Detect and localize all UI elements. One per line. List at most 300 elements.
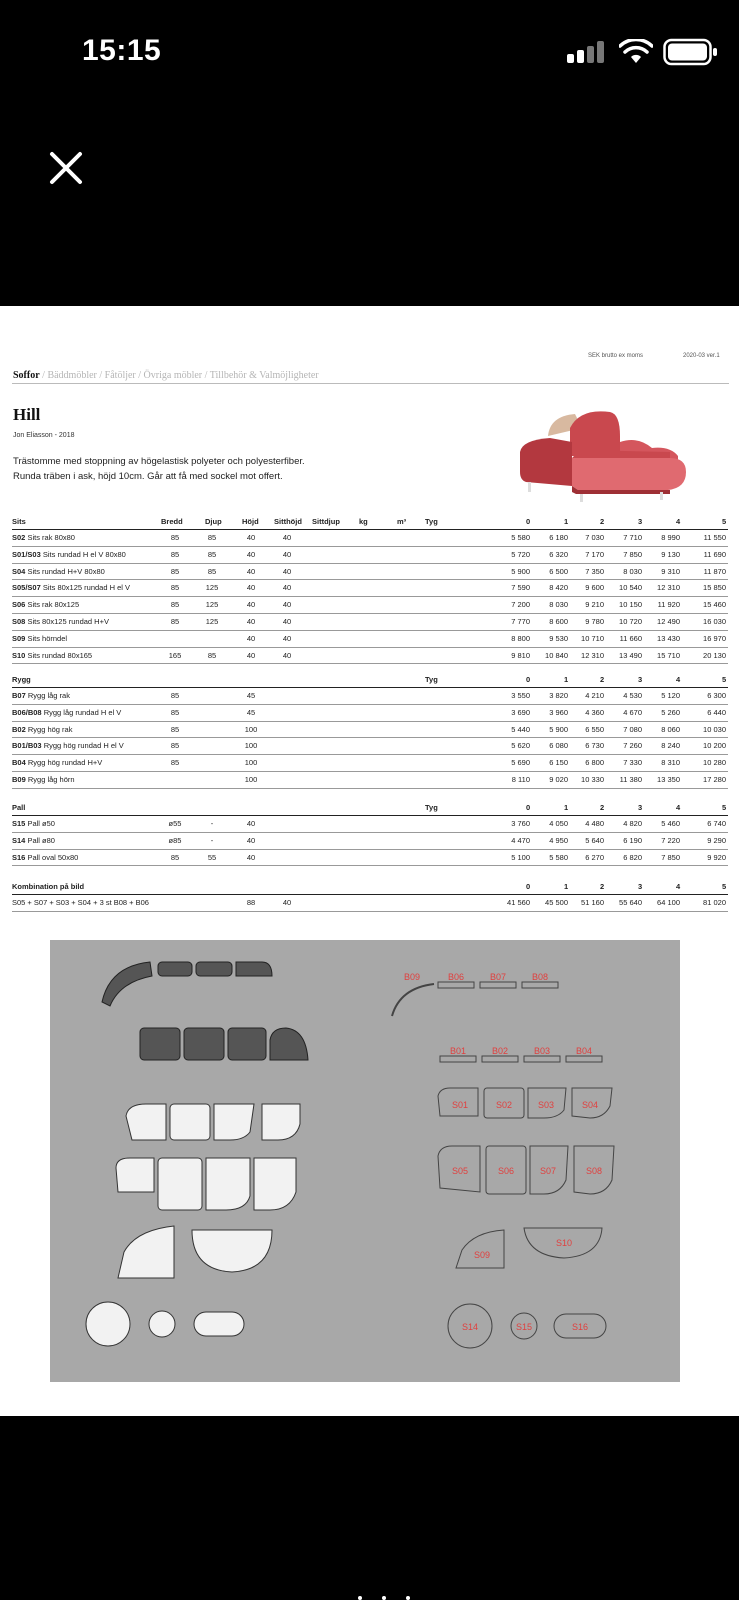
status-icons [565, 38, 719, 66]
hojd-cell: 40 [246, 633, 256, 643]
row-label [12, 725, 72, 734]
column-header: Pall [12, 803, 26, 812]
row-code: S06 [12, 600, 26, 610]
price-cell: 7 350 [585, 566, 604, 576]
price-cell: 3 960 [549, 707, 568, 717]
row-name: Pall oval 50x80 [27, 852, 79, 862]
sitthojd-cell: 40 [282, 566, 292, 576]
row-label [12, 600, 79, 609]
price-cell: 5 900 [549, 724, 568, 734]
signal-icon [565, 40, 609, 64]
row-code: S15 [12, 819, 26, 828]
price-cell: 6 800 [585, 758, 604, 768]
sitthojd-cell: 40 [282, 549, 292, 559]
module-diagram-svg [50, 940, 680, 1382]
table-row [12, 631, 728, 648]
row-label [12, 819, 55, 828]
sitthojd-cell: 40 [282, 633, 292, 643]
bredd-cell: 85 [170, 741, 180, 751]
price-cell: 11 380 [619, 774, 642, 784]
price-cell: 5 460 [661, 819, 680, 828]
price-cell: 15 460 [703, 600, 726, 610]
price-cell: 9 600 [585, 583, 604, 593]
label-s15: S15 [515, 1322, 533, 1332]
price-cell: 3 690 [511, 707, 530, 717]
column-header: 0 [526, 803, 531, 812]
column-header: Rygg [12, 675, 31, 684]
column-header: Sittdjup [312, 517, 340, 526]
price-cell: 9 920 [707, 852, 726, 862]
row-name: Sits hörndel [27, 633, 68, 643]
bredd-cell: 85 [170, 566, 180, 576]
price-cell: 7 770 [511, 616, 530, 626]
price-cell: 10 030 [703, 724, 726, 734]
row-label [12, 758, 102, 767]
column-header: 4 [676, 803, 681, 812]
row-name: Pall ø80 [27, 835, 55, 845]
price-cell: 7 200 [511, 600, 530, 610]
price-cell: 45 500 [545, 898, 568, 907]
close-button[interactable] [46, 148, 86, 188]
column-header: Kombination på bild [12, 882, 85, 891]
battery-icon [663, 38, 719, 66]
price-cell: 16 970 [703, 633, 726, 643]
price-cell: 8 420 [549, 583, 568, 593]
price-cell: 5 120 [661, 691, 680, 700]
djup-cell: 85 [207, 549, 217, 559]
row-code: S08 [12, 616, 26, 626]
row-code: S05/S07 [12, 583, 41, 593]
price-cell: 5 720 [511, 549, 530, 559]
price-cell: 10 150 [619, 600, 642, 610]
price-cell: 9 130 [661, 549, 680, 559]
hojd-cell: 40 [246, 852, 256, 862]
breadcrumb-rest: / Bäddmöbler / Fåtöljer / Övriga möbler / Tillbehör & Valmöjligheter [39, 370, 319, 381]
price-cell: 9 210 [585, 600, 604, 610]
price-cell: 5 580 [511, 533, 530, 542]
column-header: 0 [526, 675, 531, 684]
label-b08: B08 [531, 972, 549, 982]
price-cell: 41 560 [507, 898, 530, 907]
djup-cell: 85 [207, 533, 217, 542]
price-cell: 6 270 [585, 852, 604, 862]
row-name: Pall ø50 [27, 819, 55, 828]
price-cell: 6 550 [585, 724, 604, 734]
price-cell: 5 580 [549, 852, 568, 862]
table-row [12, 705, 728, 722]
price-cell: 3 820 [549, 691, 568, 700]
row-name: Rygg låg rak [27, 691, 70, 700]
table-row [12, 772, 728, 789]
row-label [12, 634, 67, 643]
hojd-cell: 40 [246, 583, 256, 593]
column-header: 3 [638, 517, 643, 526]
sitthojd-cell: 40 [282, 583, 292, 593]
price-cell: 8 030 [623, 566, 642, 576]
column-header: 3 [638, 675, 643, 684]
row-code: B09 [12, 774, 26, 784]
price-cell: 5 900 [511, 566, 530, 576]
label-s04: S04 [581, 1100, 599, 1110]
price-cell: 6 320 [549, 549, 568, 559]
table-row [12, 895, 728, 912]
djup-cell: 55 [207, 852, 217, 862]
djup-cell: 125 [205, 600, 219, 610]
price-cell: 5 100 [511, 852, 530, 862]
label-s09: S09 [473, 1250, 491, 1260]
label-s07: S07 [539, 1166, 557, 1176]
row-code: S10 [12, 650, 26, 660]
label-s06: S06 [497, 1166, 515, 1176]
column-header: 1 [564, 675, 569, 684]
price-cell: 11 660 [619, 633, 642, 643]
djup-cell: - [210, 819, 214, 828]
price-cell: 7 080 [623, 724, 642, 734]
row-code: S16 [12, 852, 26, 862]
table-row [12, 738, 728, 755]
price-cell: 6 500 [549, 566, 568, 576]
price-cell: 11 920 [657, 600, 680, 610]
hojd-cell: 40 [246, 549, 256, 559]
table-row [12, 580, 728, 597]
column-header: Tyg [425, 675, 438, 684]
price-cell: 5 640 [585, 835, 604, 845]
table-row [12, 816, 728, 833]
price-cell: 7 330 [623, 758, 642, 768]
sitthojd-cell: 40 [282, 600, 292, 610]
row-code: B06/B08 [12, 707, 42, 717]
row-code: B04 [12, 758, 26, 768]
row-code: S04 [12, 566, 26, 576]
price-cell: 7 590 [511, 583, 530, 593]
hojd-cell: 45 [246, 691, 256, 700]
label-b02: B02 [491, 1046, 509, 1056]
hojd-cell: 100 [244, 774, 258, 784]
column-header: Tyg [425, 517, 438, 526]
table-row [12, 614, 728, 631]
breadcrumb [13, 370, 319, 381]
table-row [12, 597, 728, 614]
column-header: Tyg [425, 803, 438, 812]
sofa-image [520, 406, 692, 506]
close-icon [46, 148, 86, 188]
price-cell: 9 780 [585, 616, 604, 626]
price-cell: 17 280 [703, 774, 726, 784]
label-b09: B09 [403, 972, 421, 982]
hojd-cell: 40 [246, 616, 256, 626]
column-header: Sitthöjd [274, 517, 302, 526]
row-label [12, 836, 55, 845]
djup-cell: 85 [207, 566, 217, 576]
price-cell: 5 260 [661, 707, 680, 717]
row-label [12, 853, 78, 862]
price-cell: 4 050 [549, 819, 568, 828]
label-b03: B03 [533, 1046, 551, 1056]
row-name: Sits rak 80x125 [27, 600, 80, 610]
bredd-cell: 85 [170, 533, 180, 542]
hojd-cell: 45 [246, 707, 256, 717]
price-cell: 16 030 [703, 616, 726, 626]
table-row [12, 564, 728, 581]
column-header: 5 [722, 517, 727, 526]
table-row [12, 547, 728, 564]
table-row [12, 722, 728, 739]
row-code: S14 [12, 835, 26, 845]
price-cell: 13 490 [619, 650, 642, 660]
description-line-2: Runda träben i ask, höjd 10cm. Går att få med sockel mot offert. [13, 471, 283, 482]
price-cell: 6 440 [707, 707, 726, 717]
price-cell: 4 360 [585, 707, 604, 717]
row-name: Rygg låg rundad H el V [43, 707, 122, 717]
currency-note: SEK brutto ex moms [588, 353, 644, 359]
price-cell: 12 490 [657, 616, 680, 626]
price-cell: 4 480 [585, 819, 604, 828]
row-name: Sits 80x125 rundad H+V [27, 616, 109, 626]
kombination-table [12, 879, 728, 912]
label-s01: S01 [451, 1100, 469, 1110]
row-label [12, 617, 109, 626]
sitthojd-cell: 40 [282, 898, 292, 907]
hojd-cell: 40 [246, 835, 256, 845]
price-cell: 12 310 [657, 583, 680, 593]
column-header: 3 [638, 803, 643, 812]
table-row [12, 755, 728, 772]
price-cell: 8 060 [661, 724, 680, 734]
bredd-cell: 85 [170, 758, 180, 768]
price-cell: 55 640 [619, 898, 642, 907]
price-cell: 9 290 [707, 835, 726, 845]
sitthojd-cell: 40 [282, 616, 292, 626]
price-cell: 10 540 [619, 583, 642, 593]
price-cell: 8 110 [511, 774, 530, 784]
price-cell: 6 300 [707, 691, 726, 700]
price-cell: 20 130 [703, 650, 726, 660]
bredd-cell: 85 [170, 616, 180, 626]
price-cell: 6 740 [707, 819, 726, 828]
designer-label: Jon Eliasson - 2018 [13, 432, 75, 439]
row-name: Sits 80x125 rundad H el V [42, 583, 131, 593]
label-s10: S10 [555, 1238, 573, 1248]
sitthojd-cell: 40 [282, 533, 292, 542]
label-s02: S02 [495, 1100, 513, 1110]
bredd-cell: 165 [168, 650, 182, 660]
description-line-1: Trästomme med stoppning av högelastisk polyeter och polyesterfiber. [13, 456, 305, 467]
row-label [12, 567, 105, 576]
price-cell: 7 220 [661, 835, 680, 845]
price-cell: 81 020 [703, 898, 726, 907]
row-name: Sits rundad H el V 80x80 [42, 549, 126, 559]
label-s08: S08 [585, 1166, 603, 1176]
price-cell: 9 020 [549, 774, 568, 784]
price-cell: 8 030 [549, 600, 568, 610]
row-name: Sits rundad H+V 80x80 [27, 566, 105, 576]
column-header: 1 [564, 882, 569, 891]
price-cell: 6 730 [585, 741, 604, 751]
price-cell: 7 030 [585, 533, 604, 542]
price-cell: 10 710 [581, 633, 604, 643]
column-header: Sits [12, 517, 26, 526]
table-header [12, 879, 728, 895]
price-cell: 11 550 [703, 533, 726, 542]
column-header: 1 [564, 803, 569, 812]
breadcrumb-active: Soffor [13, 370, 40, 381]
row-name: S05 + S07 + S03 + S04 + 3 st B08 + B06 [12, 898, 149, 907]
price-cell: 6 150 [549, 758, 568, 768]
row-name: Rygg hög rundad H el V [43, 741, 124, 751]
price-cell: 8 800 [511, 633, 530, 643]
row-name: Sits rak 80x80 [27, 533, 75, 542]
column-header: 5 [722, 675, 727, 684]
column-header: 0 [526, 517, 531, 526]
table-row [12, 688, 728, 705]
row-label [12, 775, 75, 784]
bredd-cell: 85 [170, 549, 180, 559]
price-cell: 4 530 [623, 691, 642, 700]
price-cell: 51 160 [581, 898, 604, 907]
row-name: Rygg hög rundad H+V [27, 758, 103, 768]
label-b01: B01 [449, 1046, 467, 1056]
price-cell: 9 810 [511, 650, 530, 660]
price-cell: 11 870 [703, 566, 726, 576]
label-b07: B07 [489, 972, 507, 982]
price-cell: 10 720 [619, 616, 642, 626]
price-cell: 5 690 [511, 758, 530, 768]
hojd-cell: 100 [244, 724, 258, 734]
bredd-cell: 85 [170, 691, 180, 700]
price-cell: 8 240 [661, 741, 680, 751]
column-header: kg [359, 517, 368, 526]
price-cell: 4 820 [623, 819, 642, 828]
version-label: 2020-03 ver.1 [683, 353, 720, 359]
hojd-cell: 88 [246, 898, 256, 907]
hojd-cell: 40 [246, 650, 256, 660]
column-header: 3 [638, 882, 643, 891]
row-label [12, 533, 75, 542]
price-cell: 6 080 [549, 741, 568, 751]
row-label [12, 651, 92, 660]
column-header: Höjd [242, 517, 259, 526]
table-row [12, 648, 728, 665]
price-cell: 10 840 [545, 650, 568, 660]
label-s16: S16 [571, 1322, 589, 1332]
status-time: 15:15 [82, 34, 162, 67]
table-row [12, 833, 728, 850]
hojd-cell: 40 [246, 600, 256, 610]
djup-cell: 125 [205, 616, 219, 626]
price-cell: 9 530 [549, 633, 568, 643]
bredd-cell: ø55 [168, 819, 182, 828]
pall-table [12, 800, 728, 866]
row-code: S02 [12, 533, 26, 542]
label-b04: B04 [575, 1046, 593, 1056]
column-header: 0 [526, 882, 531, 891]
bredd-cell: 85 [170, 600, 180, 610]
price-cell: 10 330 [581, 774, 604, 784]
row-label [12, 708, 121, 717]
column-header: 4 [676, 675, 681, 684]
price-cell: 6 180 [549, 533, 568, 542]
table-header [12, 514, 728, 530]
price-cell: 8 310 [661, 758, 680, 768]
column-header: m³ [397, 517, 407, 526]
bredd-cell: 85 [170, 724, 180, 734]
table-row [12, 530, 728, 547]
price-cell: 4 470 [511, 835, 530, 845]
hojd-cell: 100 [244, 741, 258, 751]
price-cell: 7 170 [585, 549, 604, 559]
hojd-cell: 40 [246, 533, 256, 542]
row-label [12, 583, 130, 592]
price-cell: 4 950 [549, 835, 568, 845]
price-cell: 5 620 [511, 741, 530, 751]
row-code: B01/B03 [12, 741, 42, 751]
row-name: Rygg hög rak [27, 724, 73, 734]
label-s14: S14 [461, 1322, 479, 1332]
column-header: 2 [600, 803, 605, 812]
row-code: S01/S03 [12, 549, 41, 559]
label-s03: S03 [537, 1100, 555, 1110]
price-cell: 15 850 [703, 583, 726, 593]
table-header [12, 800, 728, 816]
price-cell: 4 670 [623, 707, 642, 717]
price-cell: 3 550 [511, 691, 530, 700]
hojd-cell: 100 [244, 758, 258, 768]
breadcrumb-divider [12, 383, 729, 384]
column-header: 2 [600, 675, 605, 684]
column-header: 5 [722, 882, 727, 891]
price-cell: 12 310 [581, 650, 604, 660]
djup-cell: - [210, 835, 214, 845]
bredd-cell: 85 [170, 707, 180, 717]
price-cell: 13 430 [657, 633, 680, 643]
sitthojd-cell: 40 [282, 650, 292, 660]
price-cell: 10 280 [703, 758, 726, 768]
hojd-cell: 40 [246, 566, 256, 576]
djup-cell: 85 [207, 650, 217, 660]
table-header [12, 672, 728, 688]
price-cell: 6 820 [623, 852, 642, 862]
price-cell: 7 710 [623, 533, 642, 542]
price-cell: 6 190 [623, 835, 642, 845]
label-s05: S05 [451, 1166, 469, 1176]
row-label [12, 691, 70, 700]
price-cell: 13 350 [657, 774, 680, 784]
price-cell: 10 200 [703, 741, 726, 751]
column-header: 5 [722, 803, 727, 812]
home-indicator [354, 1592, 414, 1600]
column-header: Djup [205, 517, 222, 526]
column-header: 2 [600, 517, 605, 526]
price-cell: 8 600 [549, 616, 568, 626]
product-description [13, 454, 393, 484]
table-row [12, 850, 728, 867]
row-code: B02 [12, 724, 26, 734]
bredd-cell: 85 [170, 852, 180, 862]
price-cell: 7 850 [623, 549, 642, 559]
wifi-icon [619, 39, 653, 65]
row-name: Sits rundad 80x165 [27, 650, 93, 660]
price-cell: 4 210 [585, 691, 604, 700]
price-cell: 8 990 [661, 533, 680, 542]
row-label [12, 741, 124, 750]
price-cell: 7 260 [623, 741, 642, 751]
price-cell: 11 690 [703, 549, 726, 559]
price-cell: 64 100 [657, 898, 680, 907]
price-cell: 9 310 [661, 566, 680, 576]
module-diagram [50, 940, 680, 1382]
column-header: 1 [564, 517, 569, 526]
column-header: 4 [676, 882, 681, 891]
